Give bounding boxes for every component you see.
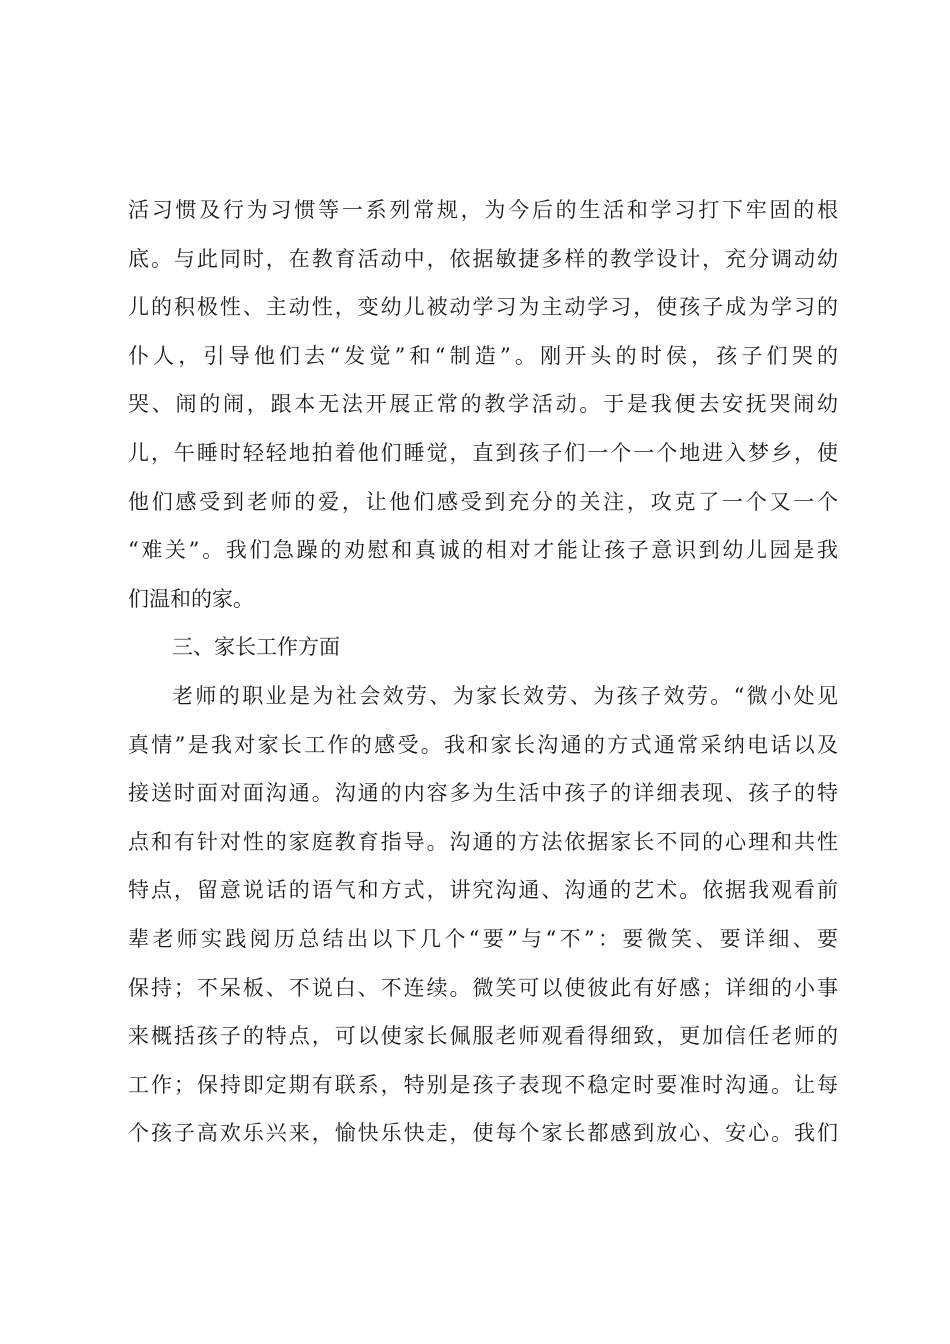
text-line: 老师的职业是为社会效劳、为家长效劳、为孩子效劳。“微小处见 [172, 683, 838, 708]
text-line: 儿，午睡时轻轻地拍着他们睡觉，直到孩子们一个一个地进入梦乡，使 [128, 440, 838, 465]
text-line: 工作；保持即定期有联系，特别是孩子表现不稳定时要准时沟通。让每 [128, 1072, 838, 1097]
text-line: 仆人，引导他们去“发觉”和“制造”。刚开头的时侯，孩子们哭的 [128, 343, 838, 368]
text-line: 哭、闹的闹，跟本无法开展正常的教学活动。于是我便去安抚哭闹幼 [128, 392, 838, 417]
body-text [128, 186, 838, 1158]
text-line: 个孩子高欢乐兴来，愉快乐快走，使每个家长都感到放心、安心。我们 [128, 1121, 838, 1146]
text-line: 活习惯及行为习惯等一系列常规，为今后的生活和学习打下牢固的根 [128, 198, 838, 222]
text-line: 他们感受到老师的爱，让他们感受到充分的关注，攻克了一个又一个 [128, 489, 838, 514]
text-line: 们温和的家。 [128, 586, 254, 611]
text-line: “难关”。我们急躁的劝慰和真诚的相对才能让孩子意识到幼儿园是我 [128, 538, 838, 563]
text-line: 辈老师实践阅历总结出以下几个“要”与“不”：要微笑、要详细、要 [128, 926, 838, 951]
text-line: 保持；不呆板、不说白、不连续。微笑可以使彼此有好感；详细的小事 [128, 975, 838, 1000]
text-line: 特点，留意说话的语气和方式，讲究沟通、沟通的艺术。依据我观看前 [128, 878, 838, 903]
text-line: 底。与此同时，在教育活动中，依据敏捷多样的教学设计，充分调动幼 [128, 246, 838, 271]
text-line: 儿的积极性、主动性，变幼儿被动学习为主动学习，使孩子成为学习的 [128, 295, 838, 320]
text-line: 真情”是我对家长工作的感受。我和家长沟通的方式通常采纳电话以及 [128, 732, 838, 757]
text-line: 点和有针对性的家庭教育指导。沟通的方法依据家长不同的心理和共性 [128, 829, 838, 854]
text-line: 来概括孩子的特点，可以使家长佩服老师观看得细致，更加信任老师的 [128, 1024, 838, 1049]
section-heading: 三、家长工作方面 [172, 635, 340, 660]
text-line: 接送时面对面沟通。沟通的内容多为生活中孩子的详细表现、孩子的特 [128, 781, 838, 806]
